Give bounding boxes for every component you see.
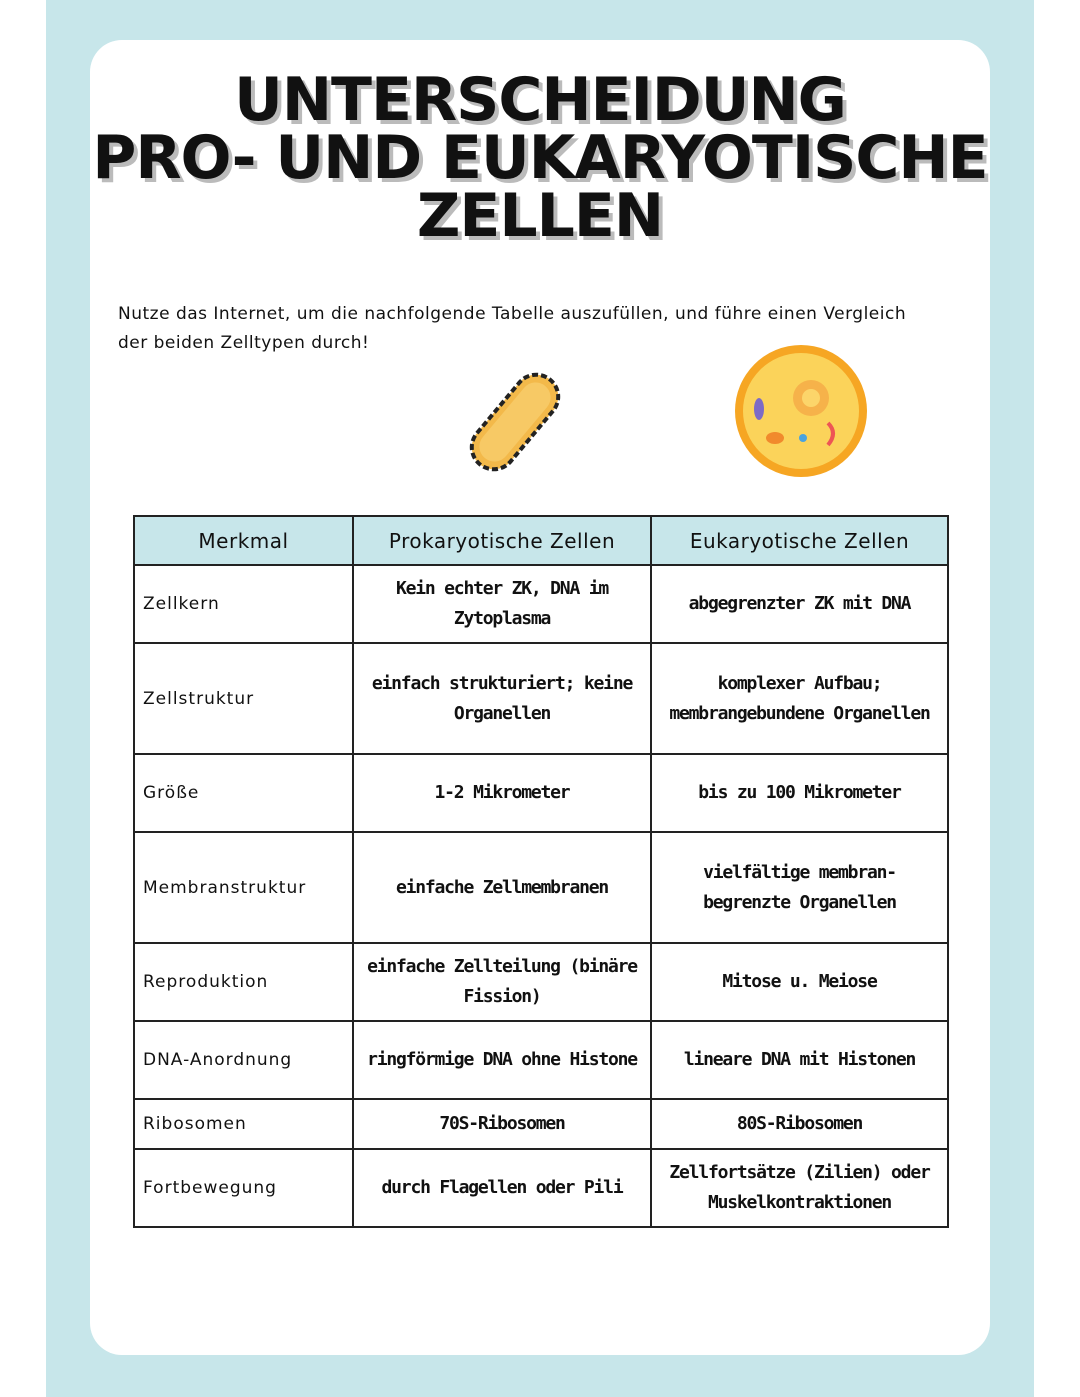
comparison-table xyxy=(133,515,949,1228)
prokaryotic-cell[interactable]: durch Flagellen oder Pili xyxy=(353,1149,651,1227)
row-label: DNA-Anordnung xyxy=(134,1021,353,1099)
table-row xyxy=(134,565,948,643)
title-line-1: UNTERSCHEIDUNG xyxy=(234,65,846,135)
table-row xyxy=(134,643,948,754)
eukaryotic-cell[interactable]: vielfältige membran-begrenzte Organellen xyxy=(651,832,948,943)
eukaryotic-cell[interactable]: Zellfortsätze (Zilien) oder Muskelkontraktionen xyxy=(651,1149,948,1227)
header-eukaryotic: Eukaryotische Zellen xyxy=(651,516,948,565)
prokaryotic-cell[interactable]: 70S-Ribosomen xyxy=(353,1099,651,1149)
table-row xyxy=(134,754,948,832)
table-header-row xyxy=(134,516,948,565)
prokaryotic-cell[interactable]: einfache Zellteilung (binäre Fission) xyxy=(353,943,651,1021)
eukaryotic-cell[interactable]: bis zu 100 Mikrometer xyxy=(651,754,948,832)
title-line-2: PRO- UND EUKARYOTISCHE xyxy=(92,123,988,193)
header-prokaryotic: Prokaryotische Zellen xyxy=(353,516,651,565)
table-row xyxy=(134,1149,948,1227)
prokaryotic-cell[interactable]: Kein echter ZK, DNA im Zytoplasma xyxy=(353,565,651,643)
bacterium-illustration xyxy=(450,355,580,490)
prokaryotic-cell[interactable]: einfach strukturiert; keine Organellen xyxy=(353,643,651,754)
eukaryotic-cell-illustration xyxy=(733,343,869,479)
prokaryotic-cell[interactable]: einfache Zellmembranen xyxy=(353,832,651,943)
title-line-3: ZELLEN xyxy=(416,181,664,251)
table-row xyxy=(134,943,948,1021)
eukaryotic-cell[interactable]: lineare DNA mit Histonen xyxy=(651,1021,948,1099)
header-merkmal: Merkmal xyxy=(134,516,353,565)
instructions: Nutze das Internet, um die nachfolgende Tabelle auszufüllen, und führe einen Vergleich der beiden Zelltypen durch! xyxy=(118,304,907,353)
row-label: Ribosomen xyxy=(134,1099,353,1149)
prokaryotic-cell[interactable]: ringförmige DNA ohne Histone xyxy=(353,1021,651,1099)
row-label: Zellstruktur xyxy=(134,643,353,754)
eukaryotic-cell[interactable]: Mitose u. Meiose xyxy=(651,943,948,1021)
row-label: Reproduktion xyxy=(134,943,353,1021)
table-row xyxy=(134,832,948,943)
eukaryotic-cell[interactable]: abgegrenzter ZK mit DNA xyxy=(651,565,948,643)
eukaryotic-cell[interactable]: komplexer Aufbau; membrangebundene Organellen xyxy=(651,643,948,754)
row-label: Membranstruktur xyxy=(134,832,353,943)
row-label: Fortbewegung xyxy=(134,1149,353,1227)
table-row xyxy=(134,1021,948,1099)
eukaryotic-cell[interactable]: 80S-Ribosomen xyxy=(651,1099,948,1149)
row-label: Zellkern xyxy=(134,565,353,643)
prokaryotic-cell[interactable]: 1-2 Mikrometer xyxy=(353,754,651,832)
table-row xyxy=(134,1099,948,1149)
row-label: Größe xyxy=(134,754,353,832)
